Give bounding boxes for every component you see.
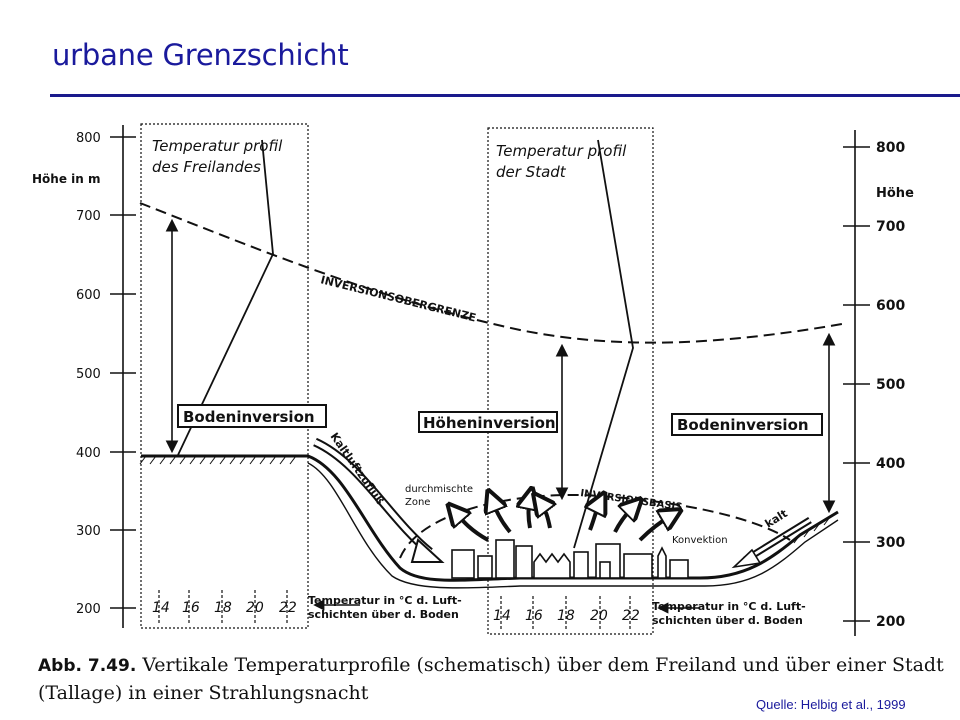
rural-temp-22: 22 [279, 600, 297, 616]
city-profile-title-line1: Temperatur profil [496, 142, 627, 160]
kaltluftzufluss-label: Kaltluftzufluß [327, 430, 387, 508]
inversion-upper-label: INVERSIONSOBERGRENZE [319, 273, 478, 325]
right-tick-600: 600 [876, 298, 906, 314]
right-tick-200: 200 [876, 614, 906, 630]
caption-line1: Vertikale Temperaturprofile (schematisch) über dem Freiland und über einer Stadt [142, 654, 944, 676]
temp-note-left-line1: Temperatur in °C d. Luft- [308, 594, 462, 607]
hoeheninversion-label: Höheninversion [423, 414, 556, 432]
left-height-axis [110, 125, 136, 628]
left-tick-200: 200 [76, 602, 101, 617]
rural-temp-18: 18 [214, 600, 232, 616]
left-tick-500: 500 [76, 367, 101, 382]
city-temp-16: 16 [525, 608, 543, 624]
city-temp-20: 20 [590, 608, 608, 624]
left-tick-800: 800 [76, 131, 101, 146]
rural-temp-16: 16 [182, 600, 200, 616]
left-tick-600: 600 [76, 288, 101, 303]
right-tick-300: 300 [876, 535, 906, 551]
rural-temp-20: 20 [246, 600, 264, 616]
rural-temp-tick-labels [152, 600, 297, 616]
city-temp-22: 22 [622, 608, 640, 624]
city-profile-title-line2: der Stadt [496, 163, 566, 181]
title-divider [50, 94, 960, 97]
temp-note-left [308, 594, 462, 621]
mixed-zone-label-line2: Zone [405, 497, 431, 508]
city-temp-14: 14 [493, 608, 511, 624]
right-tick-400: 400 [876, 456, 906, 472]
left-tick-400: 400 [76, 446, 101, 461]
right-tick-500: 500 [876, 377, 906, 393]
rural-temp-14: 14 [152, 600, 170, 616]
left-tick-700: 700 [76, 209, 101, 224]
rural-profile-title-line2: des Freilandes [152, 158, 261, 176]
right-tick-800: 800 [876, 140, 906, 156]
mixed-zone-label [405, 484, 473, 508]
bodeninversion-right-box [672, 414, 822, 435]
hoeheninversion-box [419, 412, 557, 432]
konvektion-label: Konvektion [672, 535, 728, 546]
temp-note-right [652, 600, 806, 627]
mixed-zone-dome [400, 495, 790, 558]
boundary-layer-diagram [0, 100, 960, 645]
bodeninversion-right-label: Bodeninversion [677, 416, 809, 434]
city-temperature-profile [574, 140, 633, 548]
source-citation: Quelle: Helbig et al., 1999 [756, 697, 906, 712]
terrain-hatching [140, 456, 830, 543]
temp-note-right-line2: schichten über d. Boden [652, 614, 803, 627]
temp-note-right-line1: Temperatur in °C d. Luft- [652, 600, 806, 613]
city-temp-18: 18 [557, 608, 575, 624]
right-axis-label: Höhe [876, 186, 914, 201]
inversion-upper-boundary [140, 203, 842, 343]
city-profile-title [496, 142, 627, 181]
caption-number: Abb. 7.49. [38, 656, 137, 676]
slide-title: urbane Grenzschicht [52, 38, 349, 72]
rural-profile-box [141, 124, 308, 628]
city-temp-tick-labels [493, 608, 640, 624]
kalt-label: kalt [762, 506, 790, 531]
left-axis-tick-labels [76, 131, 101, 617]
left-tick-300: 300 [76, 524, 101, 539]
bodeninversion-left-box [178, 405, 326, 427]
right-tick-700: 700 [876, 219, 906, 235]
left-axis-label: Höhe in m [32, 172, 101, 186]
bodeninversion-left-label: Bodeninversion [183, 408, 315, 426]
mixed-zone-label-line1: durchmischte [405, 484, 474, 495]
right-axis-tick-labels [876, 140, 905, 630]
inversion-base-label: INVERSIONSBASIS [579, 488, 683, 514]
rural-profile-title-line1: Temperatur profil [152, 137, 283, 155]
temp-note-left-line2: schichten über d. Boden [308, 608, 459, 621]
caption-line2: (Tallage) in einer Strahlungsnacht [38, 682, 369, 704]
right-height-axis [843, 130, 870, 636]
